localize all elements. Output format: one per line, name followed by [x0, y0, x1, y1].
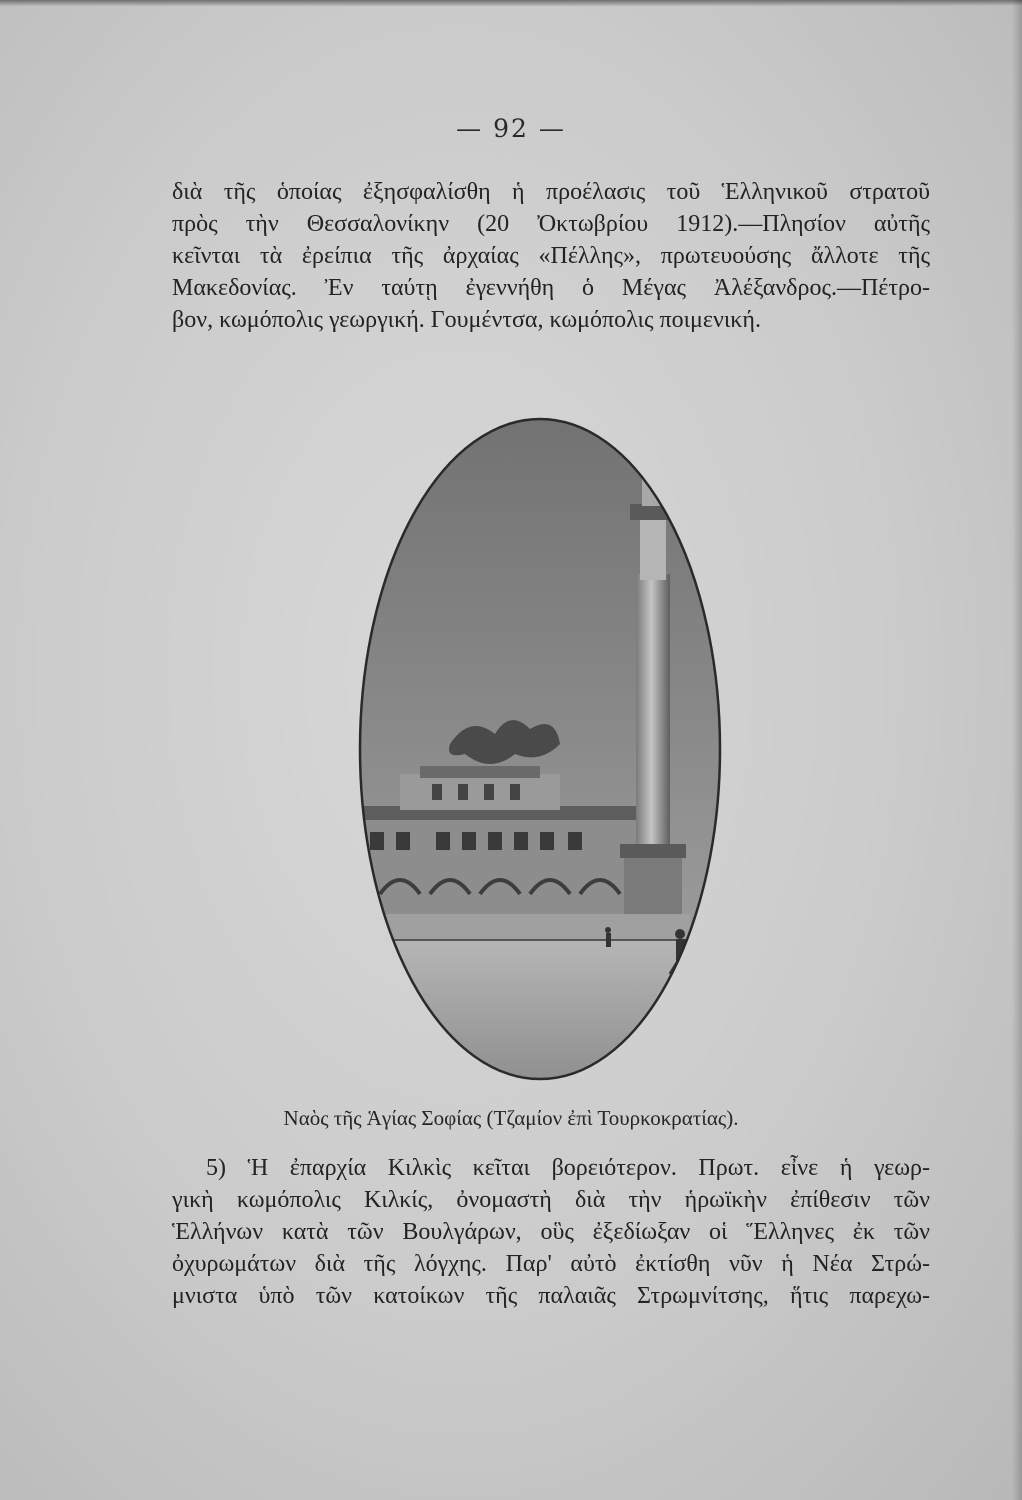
- text-line: Ἑλλήνων κατὰ τῶν Βουλγάρων, οὓς ἐξεδίωξαν οἱ Ἕλληνες ἐκ τῶν: [172, 1219, 930, 1245]
- text-line: διὰ τῆς ὁποίας ἐξησφαλίσθη ἡ προέλασις τοῦ Ἑλληνικοῦ στρατοῦ: [172, 179, 930, 205]
- text-line: Μακεδονίας. Ἐν ταύτῃ ἐγεννήθη ὁ Μέγας Ἀλέξανδρος.—Πέτρο-: [172, 275, 930, 301]
- text-line: μνιστα ὑπὸ τῶν κατοίκων τῆς παλαιᾶς Στρωμνίτσης, ἥτις παρεχω-: [172, 1283, 930, 1309]
- text-line: 5) Ἡ ἐπαρχία Κιλκὶς κεῖται βορειότερον. Πρωτ. εἶνε ἡ γεωρ-: [206, 1155, 930, 1181]
- text-line: κεῖνται τὰ ἐρείπια τῆς ἀρχαίας «Πέλλης», πρωτευούσης ἄλλοτε τῆς: [172, 243, 930, 269]
- page-top-edge: [0, 0, 1022, 6]
- page-right-shadow: [1012, 0, 1022, 1500]
- text-line: βον, κωμόπολις γεωργική. Γουμέντσα, κωμόπολις ποιμενική.: [172, 307, 761, 333]
- text-line: πρὸς τὴν Θεσσαλονίκην (20 Ὀκτωβρίου 1912).—Πλησίον αὐτῆς: [172, 211, 930, 237]
- paragraph-top: [172, 176, 930, 336]
- courtyard-wall: [360, 914, 690, 940]
- paragraph-bottom: [172, 1152, 930, 1312]
- text-line: γικὴ κωμόπολις Κιλκίς, ὀνομαστὴ διὰ τὴν ἡρωϊκὴν ἐπίθεσιν τῶν: [172, 1187, 930, 1213]
- page-number: — 92 —: [456, 114, 566, 143]
- text-line: ὀχυρωμάτων διὰ τῆς λόγχης. Παρ' αὐτὸ ἐκτίσθη νῦν ἡ Νέα Στρώ-: [172, 1251, 930, 1277]
- figure-caption: Ναὸς τῆς Ἁγίας Σοφίας (Τζαμίον ἐπὶ Τουρκοκρατίας).: [283, 1106, 739, 1130]
- mosque-illustration: [340, 374, 740, 1094]
